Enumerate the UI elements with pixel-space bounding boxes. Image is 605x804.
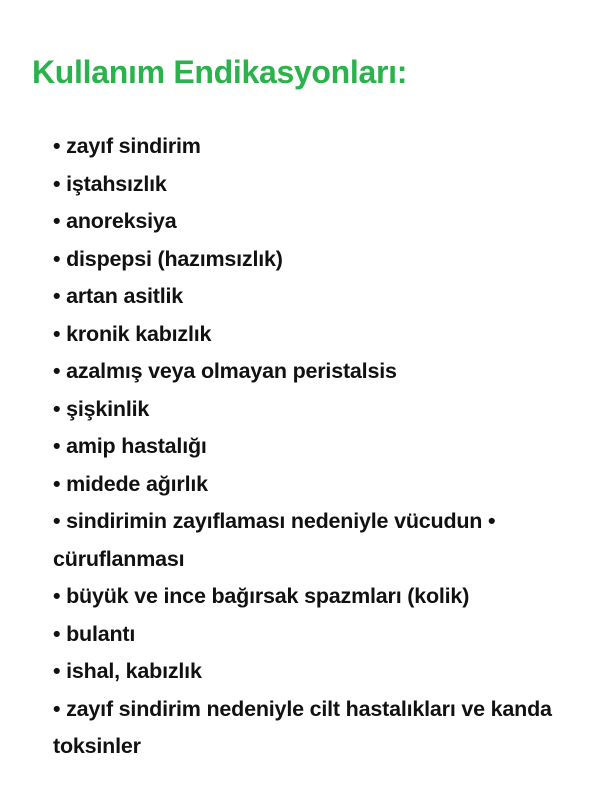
list-item: • anoreksiya xyxy=(53,209,177,233)
list-item: • bulantı xyxy=(53,621,136,646)
list-item: • şişkinlik xyxy=(53,396,150,421)
list-item: • büyük ve ince bağırsak spazmları (kolik) xyxy=(53,584,470,608)
list-item: • dispepsi (hazımsızlık) xyxy=(53,246,283,271)
list-item: • iştahsızlık xyxy=(53,171,167,196)
list-item: • midede ağırlık xyxy=(53,471,208,496)
list-item: • sindirimin zayıflaması nedeniyle vücudun • cüruflanması xyxy=(53,509,502,571)
indications-list xyxy=(53,128,598,766)
list-item: • zayıf sindirim nedeniyle cilt hastalıkları ve kanda toksinler xyxy=(53,696,558,758)
list-item: • amip hastalığı xyxy=(53,434,207,458)
page-heading: Kullanım Endikasyonları: xyxy=(32,54,408,90)
list-item: • ishal, kabızlık xyxy=(53,659,202,683)
list-item: • zayıf sindirim xyxy=(53,134,201,158)
list-item: • azalmış veya olmayan peristalsis xyxy=(53,359,397,383)
list-item: • kronik kabızlık xyxy=(53,321,212,346)
list-item: • artan asitlik xyxy=(53,284,183,308)
